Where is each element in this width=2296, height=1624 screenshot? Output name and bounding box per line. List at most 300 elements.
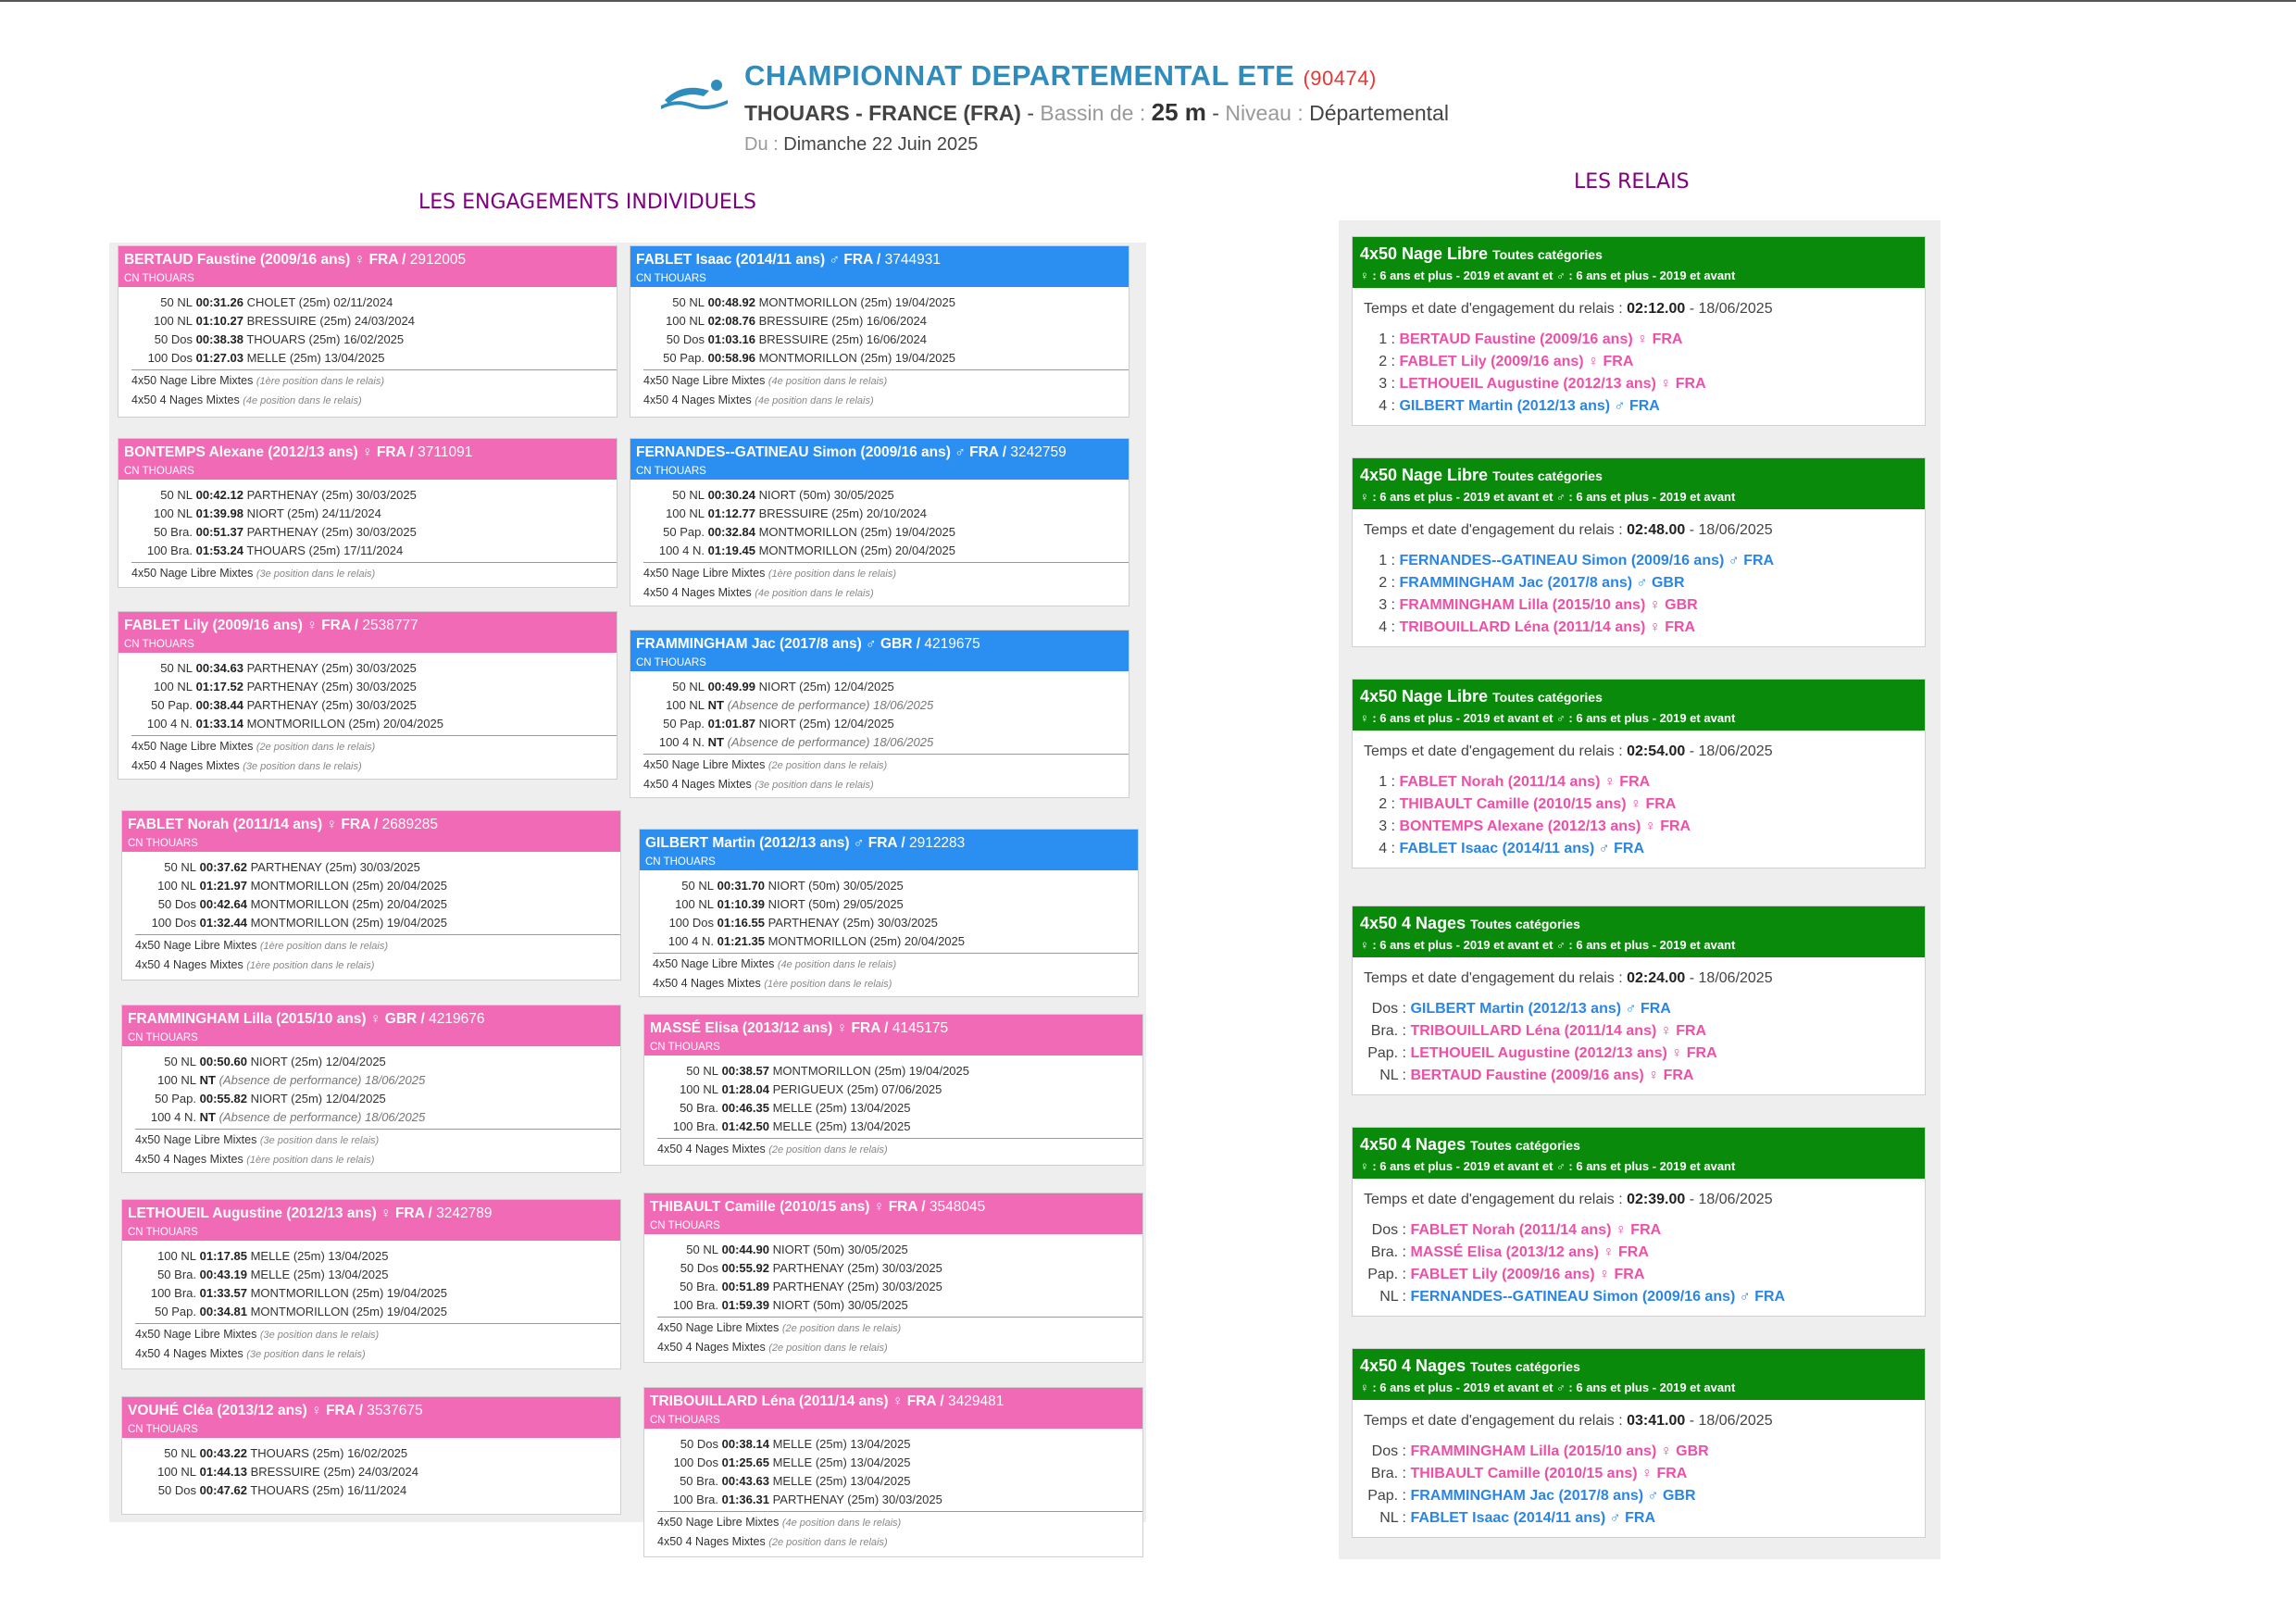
relay-swimmer — [1364, 1219, 1914, 1242]
relay-entry — [643, 564, 1129, 583]
relay-name-line — [1360, 1356, 1917, 1376]
perf-info: PARTHENAY (25m) 30/03/2025 — [772, 1280, 942, 1293]
swimmer-name[interactable]: BERTAUD Faustine (2009/16 ans) ♀ FRA / — [124, 252, 406, 268]
swimmer-name[interactable]: LETHOUEIL Augustine (2012/13 ans) ♀ FRA / — [128, 1206, 432, 1221]
perf-event: 100 4 N. — [146, 717, 193, 731]
relay-swimmer-rank: 1 : — [1379, 331, 1395, 347]
swimmer-relays — [131, 562, 617, 583]
relay-entry — [643, 583, 1129, 603]
relay-entry — [135, 936, 620, 956]
relay-entry-event: 4x50 Nage Libre Mixtes — [131, 567, 254, 580]
swimmer-club: CN THOUARS — [128, 1227, 198, 1238]
relay-entry-position: (2e position dans le relais) — [768, 1537, 888, 1548]
swimmer-name-line[interactable] — [128, 817, 615, 833]
perf-event: 100 NL — [157, 1465, 196, 1479]
relay-entry-event: 4x50 4 Nages Mixtes — [653, 977, 761, 990]
relay-card-header — [1353, 1128, 1925, 1179]
perf-time: 00:50.60 — [199, 1055, 247, 1068]
perf-time: 00:42.12 — [195, 488, 243, 502]
perf-time: 01:25.65 — [721, 1455, 769, 1469]
perf-line — [122, 1071, 620, 1090]
relay-card — [1352, 236, 1926, 426]
perf-event: 100 Bra. — [146, 543, 193, 557]
swimmer-card — [639, 829, 1139, 997]
perf-absence: (Absence de performance) 18/06/2025 — [218, 1110, 426, 1124]
swimmer-name-line[interactable] — [128, 1011, 615, 1028]
relay-swimmer — [1364, 1286, 1914, 1308]
swimmer-club: CN THOUARS — [128, 1424, 198, 1435]
swimmer-name[interactable]: FABLET Norah (2011/14 ans) ♀ FRA / — [128, 817, 379, 832]
swimmer-license: 2689285 — [381, 817, 438, 832]
relay-entry — [135, 956, 620, 975]
swimmer-license: 4145175 — [892, 1020, 949, 1036]
perf-time: 00:38.14 — [721, 1437, 769, 1451]
relay-swimmer-name[interactable]: TRIBOUILLARD Léna (2011/14 ans) ♀ FRA — [1410, 1023, 1707, 1039]
meet-date-line — [744, 134, 1449, 156]
perf-time: 01:36.31 — [721, 1493, 769, 1506]
relay-entry-position: (1ère position dans le relais) — [259, 941, 388, 952]
perf-time: 00:38.38 — [195, 332, 243, 346]
relay-swimmer — [1364, 329, 1914, 351]
swimmer-relays — [657, 1511, 1142, 1552]
relay-time: 02:12.00 — [1627, 301, 1686, 317]
perf-line — [644, 1296, 1142, 1315]
relay-entry-event: 4x50 4 Nages Mixtes — [643, 778, 752, 791]
perf-time: 01:12.77 — [707, 506, 755, 520]
perf-time: 00:31.26 — [195, 295, 243, 309]
swimmer-name[interactable]: FRAMMINGHAM Lilla (2015/10 ans) ♀ GBR / — [128, 1011, 425, 1027]
swimmer-perfs — [630, 480, 1129, 560]
perf-event: 100 4 N. — [668, 934, 714, 948]
perf-time: 00:48.92 — [707, 295, 755, 309]
perf-event: 100 Dos — [668, 916, 714, 930]
relay-entry-time-line — [1364, 743, 1914, 760]
swimmer-club: CN THOUARS — [650, 1220, 720, 1231]
relay-swimmer — [1364, 1507, 1914, 1530]
perf-event: 50 Dos — [680, 1261, 718, 1275]
relay-swimmer-name[interactable]: GILBERT Martin (2012/13 ans) ♂ FRA — [1410, 1001, 1671, 1017]
relay-category: Toutes catégories — [1470, 1359, 1580, 1374]
swimmer-license: 3537675 — [367, 1403, 423, 1418]
relay-entry-position: (1ère position dans le relais) — [246, 1155, 375, 1166]
relay-swimmer-name[interactable]: FABLET Norah (2011/14 ans) ♀ FRA — [1399, 774, 1651, 790]
relay-swimmer — [1364, 1020, 1914, 1043]
niveau-label: Niveau : — [1225, 101, 1304, 125]
relay-entry-event: 4x50 Nage Libre Mixtes — [643, 758, 766, 771]
relay-entry-event: 4x50 4 Nages Mixtes — [135, 1347, 243, 1360]
relay-card — [1352, 1348, 1926, 1538]
perf-time: 01:10.39 — [717, 897, 765, 911]
relay-card — [1352, 906, 1926, 1095]
perf-info: NIORT (50m) 30/05/2025 — [758, 488, 894, 502]
swimmer-relays — [135, 1323, 620, 1364]
swimmer-card-header — [644, 1388, 1142, 1429]
perf-line — [630, 696, 1129, 715]
relay-swimmer-rank: 2 : — [1379, 796, 1395, 812]
swimmer-card — [643, 1193, 1143, 1363]
relay-entry-position: (1ère position dans le relais) — [256, 376, 384, 387]
relay-name: 4x50 4 Nages — [1360, 1356, 1466, 1375]
swimmer-card-header — [122, 1200, 620, 1241]
swimmer-license: 4219676 — [429, 1011, 485, 1027]
relay-swimmer-rank: Bra. : — [1370, 1466, 1406, 1481]
perf-time: 01:27.03 — [195, 351, 243, 365]
meet-number: (90474) — [1303, 67, 1377, 90]
relay-card — [1352, 457, 1926, 647]
relay-swimmer — [1364, 1485, 1914, 1507]
swimmer-name-line[interactable] — [650, 1199, 1137, 1216]
relay-date: - 18/06/2025 — [1689, 743, 1773, 759]
swimmer-club: CN THOUARS — [124, 466, 194, 477]
perf-time: 01:39.98 — [195, 506, 243, 520]
relay-swimmer — [1364, 793, 1914, 816]
swimmer-perfs — [644, 1056, 1142, 1136]
swimmer-name[interactable]: BONTEMPS Alexane (2012/13 ans) ♀ FRA / — [124, 444, 414, 460]
relay-swimmer-name[interactable]: FABLET Norah (2011/14 ans) ♀ FRA — [1410, 1222, 1662, 1238]
swimmer-perfs — [119, 287, 617, 368]
relay-swimmer-rank: Dos : — [1371, 1001, 1406, 1017]
relay-swimmer-rank: 2 : — [1379, 575, 1395, 591]
swimmer-name-line[interactable] — [650, 1020, 1137, 1037]
relay-swimmer-name[interactable]: FRAMMINGHAM Lilla (2015/10 ans) ♀ GBR — [1399, 597, 1698, 613]
relay-swimmer — [1364, 1065, 1914, 1087]
swimmer-card — [121, 1005, 621, 1173]
perf-info: MONTMORILLON (25m) 19/04/2025 — [772, 1064, 969, 1078]
swimmer-license: 3744931 — [884, 252, 941, 268]
relay-entry — [135, 1131, 620, 1150]
relay-entry-event: 4x50 4 Nages Mixtes — [657, 1143, 766, 1156]
relay-entry-event: 4x50 Nage Libre Mixtes — [135, 1133, 257, 1146]
relay-entry-event: 4x50 4 Nages Mixtes — [643, 394, 752, 406]
relay-swimmer-name[interactable]: LETHOUEIL Augustine (2012/13 ans) ♀ FRA — [1399, 376, 1706, 392]
perf-event: 50 Pap. — [155, 1092, 196, 1106]
perf-event: 50 NL — [160, 661, 193, 675]
relay-swimmer-rank: 4 : — [1379, 398, 1395, 414]
relay-swimmer-name[interactable]: BERTAUD Faustine (2009/16 ans) ♀ FRA — [1410, 1068, 1694, 1083]
perf-line — [119, 331, 617, 349]
perf-event: 50 Bra. — [680, 1101, 718, 1115]
relay-swimmer-name[interactable]: THIBAULT Camille (2010/15 ans) ♀ FRA — [1410, 1466, 1688, 1481]
perf-event: 100 NL — [154, 506, 193, 520]
perf-time: 01:19.45 — [707, 543, 755, 557]
relay-swimmer-name[interactable]: GILBERT Martin (2012/13 ans) ♂ FRA — [1399, 398, 1660, 414]
relay-entry-position: (1ère position dans le relais) — [767, 568, 896, 580]
relay-swimmer-name[interactable]: FRAMMINGHAM Lilla (2015/10 ans) ♀ GBR — [1410, 1443, 1709, 1459]
swimmer-relays — [135, 1129, 620, 1169]
swimmer-name-line[interactable] — [636, 636, 1123, 653]
relay-entry-position: (1ère position dans le relais) — [764, 979, 892, 990]
relay-category: Toutes catégories — [1492, 468, 1603, 483]
relay-entry — [657, 1513, 1142, 1532]
perf-info: MELLE (25m) 13/04/2025 — [772, 1474, 911, 1488]
relay-swimmer-rank: Pap. : — [1367, 1267, 1406, 1282]
relay-time-label: Temps et date d'engagement du relais : — [1364, 743, 1623, 759]
perf-event: 100 4 N. — [150, 1110, 196, 1124]
relay-entry-event: 4x50 Nage Libre Mixtes — [643, 374, 766, 387]
swimmer-license: 3429481 — [947, 1393, 1004, 1409]
perf-time: 00:55.92 — [721, 1261, 769, 1275]
relay-swimmer-name[interactable]: LETHOUEIL Augustine (2012/13 ans) ♀ FRA — [1410, 1045, 1717, 1061]
relay-entry-event: 4x50 4 Nages Mixtes — [135, 1153, 243, 1166]
relay-entry-position: (2e position dans le relais) — [767, 760, 888, 771]
perf-info: PARTHENAY (25m) 30/03/2025 — [246, 525, 417, 539]
swimmer-name[interactable]: FABLET Lily (2009/16 ans) ♀ FRA / — [124, 618, 359, 633]
swimmer-card — [630, 245, 1129, 418]
section-title-individual: LES ENGAGEMENTS INDIVIDUELS — [418, 191, 756, 214]
relay-entry — [657, 1140, 1142, 1159]
relay-conditions: ♀ : 6 ans et plus - 2019 et avant et ♂ : 6 ans et plus - 2019 et avant — [1360, 1159, 1736, 1173]
relay-swimmer-name[interactable]: FABLET Isaac (2014/11 ans) ♂ FRA — [1410, 1510, 1655, 1526]
relay-card-body — [1353, 288, 1925, 425]
relay-name-line — [1360, 1135, 1917, 1155]
relay-name: 4x50 Nage Libre — [1360, 466, 1489, 484]
perf-info: PARTHENAY (25m) 30/03/2025 — [246, 661, 417, 675]
perf-time: NT — [707, 735, 724, 749]
relay-swimmer-name[interactable]: MASSÉ Elisa (2013/12 ans) ♀ FRA — [1410, 1244, 1649, 1260]
relay-entry-event: 4x50 4 Nages Mixtes — [131, 394, 240, 406]
relay-swimmer-name[interactable]: BONTEMPS Alexane (2012/13 ans) ♀ FRA — [1399, 818, 1691, 834]
perf-event: 50 Bra. — [154, 525, 193, 539]
relay-swimmer — [1364, 1463, 1914, 1485]
swimmer-name-line[interactable] — [636, 252, 1123, 269]
swimmer-name[interactable]: FRAMMINGHAM Jac (2017/8 ans) ♂ GBR / — [636, 636, 921, 652]
swimmer-card — [121, 1199, 621, 1369]
relay-card — [1352, 679, 1926, 868]
perf-event: 100 NL — [157, 879, 196, 893]
perf-event: 50 NL — [160, 295, 193, 309]
swimmer-club: CN THOUARS — [128, 838, 198, 849]
perf-info: PARTHENAY (25m) 30/03/2025 — [772, 1261, 942, 1275]
relay-swimmer-name[interactable]: TRIBOUILLARD Léna (2011/14 ans) ♀ FRA — [1399, 619, 1696, 635]
swimmer-relays — [657, 1138, 1142, 1159]
perf-info: MONTMORILLON (25m) 19/04/2025 — [758, 295, 955, 309]
relay-entry-position: (4e position dans le relais) — [755, 588, 874, 599]
relay-card-header — [1353, 906, 1925, 957]
relay-entry — [653, 974, 1138, 993]
perf-event: 50 Pap. — [663, 525, 705, 539]
relay-swimmer-name[interactable]: FRAMMINGHAM Jac (2017/8 ans) ♂ GBR — [1410, 1488, 1696, 1504]
bassin-value: 25 m — [1151, 98, 1206, 126]
relay-swimmer-rank: Pap. : — [1367, 1488, 1406, 1504]
relay-swimmer-rank: 3 : — [1379, 597, 1395, 613]
perf-event: 100 NL — [666, 314, 705, 328]
perf-line — [644, 1278, 1142, 1296]
relay-time: 02:39.00 — [1627, 1192, 1686, 1207]
relay-swimmer — [1364, 594, 1914, 617]
swimmer-card — [118, 438, 618, 588]
swimmer-license: 3242789 — [436, 1206, 493, 1221]
relay-swimmer-name[interactable]: THIBAULT Camille (2010/15 ans) ♀ FRA — [1399, 796, 1677, 812]
perf-event: 100 NL — [675, 897, 714, 911]
relay-swimmer — [1364, 771, 1914, 793]
perf-time: 00:47.62 — [199, 1483, 247, 1497]
swimmer-card-header — [119, 612, 617, 653]
swimmer-relays — [643, 369, 1129, 410]
relay-entry-time-line — [1364, 1192, 1914, 1208]
swimmer-name-line[interactable] — [650, 1393, 1137, 1410]
perf-line — [122, 877, 620, 895]
perf-time: 00:31.70 — [717, 879, 765, 893]
swimmer-name[interactable]: FERNANDES--GATINEAU Simon (2009/16 ans) ♂ FRA / — [636, 444, 1007, 460]
relay-swimmer-rank: 4 : — [1379, 619, 1395, 635]
perf-line — [630, 678, 1129, 696]
relay-name-line — [1360, 914, 1917, 933]
perf-info: MONTMORILLON (25m) 19/04/2025 — [250, 1305, 447, 1318]
perf-event: 50 NL — [686, 1064, 718, 1078]
swimmer-club: CN THOUARS — [650, 1415, 720, 1426]
meet-location-line: THOUARS - FRANCE (FRA) - Bassin de : 25 m - Niveau : Départemental — [744, 98, 1449, 126]
swimmer-name-line[interactable] — [636, 444, 1123, 461]
relay-entry-event: 4x50 Nage Libre Mixtes — [653, 957, 775, 970]
swimmer-perfs — [119, 653, 617, 733]
perf-time: 00:38.57 — [721, 1064, 769, 1078]
relay-entry-time-line — [1364, 522, 1914, 539]
relay-swimmer-name[interactable]: FERNANDES--GATINEAU Simon (2009/16 ans) ♂ FRA — [1410, 1289, 1786, 1305]
perf-info: THOUARS (25m) 16/02/2025 — [250, 1446, 408, 1460]
perf-info: MONTMORILLON (25m) 20/04/2025 — [250, 897, 447, 911]
perf-time: 00:42.64 — [199, 897, 247, 911]
relay-entry-event: 4x50 4 Nages Mixtes — [657, 1535, 766, 1548]
relay-entry-position: (4e position dans le relais) — [777, 959, 897, 970]
relay-entry-position: (3e position dans le relais) — [259, 1330, 380, 1341]
relay-swimmer-name[interactable]: FRAMMINGHAM Jac (2017/8 ans) ♂ GBR — [1399, 575, 1685, 591]
swimmer-name[interactable]: THIBAULT Camille (2010/15 ans) ♀ FRA / — [650, 1199, 926, 1215]
relay-category: Toutes catégories — [1470, 1138, 1580, 1153]
relay-swimmer — [1364, 838, 1914, 860]
perf-event: 50 NL — [164, 860, 196, 874]
relay-entry-position: (2e position dans le relais) — [768, 1144, 888, 1156]
relay-entry-position: (4e position dans le relais) — [755, 395, 874, 406]
perf-line — [119, 696, 617, 715]
swimmer-relays — [131, 369, 617, 410]
swimmer-perfs — [122, 1046, 620, 1127]
swimmer-perfs — [630, 287, 1129, 368]
swimmer-name[interactable]: GILBERT Martin (2012/13 ans) ♂ FRA / — [645, 835, 905, 851]
relay-entry-event: 4x50 4 Nages Mixtes — [135, 958, 243, 971]
perf-event: 100 NL — [157, 1073, 196, 1087]
perf-line — [630, 331, 1129, 349]
perf-info: MONTMORILLON (25m) 19/04/2025 — [758, 525, 955, 539]
relay-card-header — [1353, 680, 1925, 731]
perf-absence: (Absence de performance) 18/06/2025 — [218, 1073, 426, 1087]
relay-swimmer-name[interactable]: FABLET Lily (2009/16 ans) ♀ FRA — [1399, 354, 1634, 369]
swimmer-name[interactable]: FABLET Isaac (2014/11 ans) ♂ FRA / — [636, 252, 881, 268]
perf-time: 00:55.82 — [199, 1092, 247, 1106]
relay-date: - 18/06/2025 — [1689, 970, 1773, 986]
perf-line — [119, 505, 617, 523]
swimmer-icon — [659, 78, 730, 109]
relay-swimmer — [1364, 1043, 1914, 1065]
perf-time: 00:34.63 — [195, 661, 243, 675]
swimmer-name-line[interactable] — [124, 252, 611, 269]
perf-time: 01:17.52 — [195, 680, 243, 693]
perf-event: 50 Pap. — [663, 351, 705, 365]
perf-info: MONTMORILLON (25m) 19/04/2025 — [250, 916, 447, 930]
perf-event: 50 Bra. — [157, 1268, 196, 1281]
perf-info: PARTHENAY (25m) 30/03/2025 — [250, 860, 420, 874]
swimmer-club: CN THOUARS — [124, 273, 194, 284]
perf-event: 50 NL — [672, 295, 705, 309]
perf-line — [644, 1259, 1142, 1278]
perf-time: 00:58.96 — [707, 351, 755, 365]
perf-info: NIORT (25m) 12/04/2025 — [250, 1055, 386, 1068]
swimmer-name-line[interactable] — [128, 1206, 615, 1222]
perf-info: PARTHENAY (25m) 30/03/2025 — [246, 488, 417, 502]
swimmer-name-line[interactable] — [128, 1403, 615, 1419]
perf-time: 01:53.24 — [195, 543, 243, 557]
relay-entry-time-line — [1364, 970, 1914, 987]
relay-swimmer-name[interactable]: FABLET Lily (2009/16 ans) ♀ FRA — [1410, 1267, 1645, 1282]
swimmer-name-line[interactable] — [645, 835, 1132, 852]
relay-swimmer-name[interactable]: FERNANDES--GATINEAU Simon (2009/16 ans) ♂ FRA — [1399, 553, 1775, 568]
swimmer-name-line[interactable] — [124, 444, 611, 461]
perf-line — [122, 1463, 620, 1481]
relay-swimmer-rank: NL : — [1379, 1289, 1406, 1305]
swimmer-name[interactable]: TRIBOUILLARD Léna (2011/14 ans) ♀ FRA / — [650, 1393, 944, 1409]
perf-time: 01:42.50 — [721, 1119, 769, 1133]
swimmer-card — [643, 1387, 1143, 1557]
relay-conditions: ♀ : 6 ans et plus - 2019 et avant et ♂ : 6 ans et plus - 2019 et avant — [1360, 269, 1736, 282]
perf-line — [630, 486, 1129, 505]
relay-swimmer — [1364, 1441, 1914, 1463]
bassin-label: Bassin de : — [1040, 101, 1146, 125]
perf-line — [119, 294, 617, 312]
swimmer-club: CN THOUARS — [645, 856, 716, 868]
perf-event: 50 Dos — [157, 1483, 196, 1497]
swimmer-name[interactable]: VOUHÉ Cléa (2013/12 ans) ♀ FRA / — [128, 1403, 363, 1418]
swimmer-card-header — [122, 1006, 620, 1046]
perf-event: 100 4 N. — [658, 543, 705, 557]
perf-time: 00:43.63 — [721, 1474, 769, 1488]
swimmer-card-header — [122, 1397, 620, 1438]
perf-event: 50 Dos — [157, 897, 196, 911]
swimmer-perfs — [644, 1429, 1142, 1509]
perf-time: 01:33.57 — [199, 1286, 247, 1300]
relay-entry-event: 4x50 Nage Libre Mixtes — [643, 567, 766, 580]
perf-info: BRESSUIRE (25m) 24/03/2024 — [246, 314, 415, 328]
swimmer-relays — [643, 754, 1129, 794]
perf-info: MELLE (25m) 13/04/2025 — [246, 351, 385, 365]
swimmer-relays — [643, 562, 1129, 603]
swimmer-license: 2912283 — [908, 835, 966, 851]
perf-event: 50 NL — [164, 1446, 196, 1460]
du-label: Du : — [744, 134, 779, 155]
relay-swimmer-name[interactable]: FABLET Isaac (2014/11 ans) ♂ FRA — [1399, 841, 1644, 856]
relay-swimmer-name[interactable]: BERTAUD Faustine (2009/16 ans) ♀ FRA — [1399, 331, 1683, 347]
relay-entry — [657, 1532, 1142, 1552]
relay-name: 4x50 4 Nages — [1360, 914, 1466, 932]
swimmer-license: 3548045 — [929, 1199, 986, 1215]
swimmer-name[interactable]: MASSÉ Elisa (2013/12 ans) ♀ FRA / — [650, 1020, 889, 1036]
perf-info: MELLE (25m) 13/04/2025 — [772, 1437, 911, 1451]
swimmer-name-line[interactable] — [124, 618, 611, 634]
swimmer-license: 2912005 — [409, 252, 467, 268]
relay-swimmer — [1364, 617, 1914, 639]
perf-event: 50 Pap. — [155, 1305, 196, 1318]
relay-entry-position: (2e position dans le relais) — [768, 1343, 888, 1354]
relay-swimmer-rank: Bra. : — [1370, 1244, 1406, 1260]
swimmer-card — [121, 1396, 621, 1515]
relay-entry-position: (2e position dans le relais) — [781, 1323, 902, 1334]
relay-card-body — [1353, 509, 1925, 646]
perf-line — [644, 1472, 1142, 1491]
perf-line — [122, 1053, 620, 1071]
relay-time-label: Temps et date d'engagement du relais : — [1364, 1192, 1623, 1207]
perf-event: 100 Dos — [151, 916, 196, 930]
perf-event: 50 NL — [672, 680, 705, 693]
perf-line — [119, 542, 617, 560]
relay-category: Toutes catégories — [1492, 247, 1603, 262]
